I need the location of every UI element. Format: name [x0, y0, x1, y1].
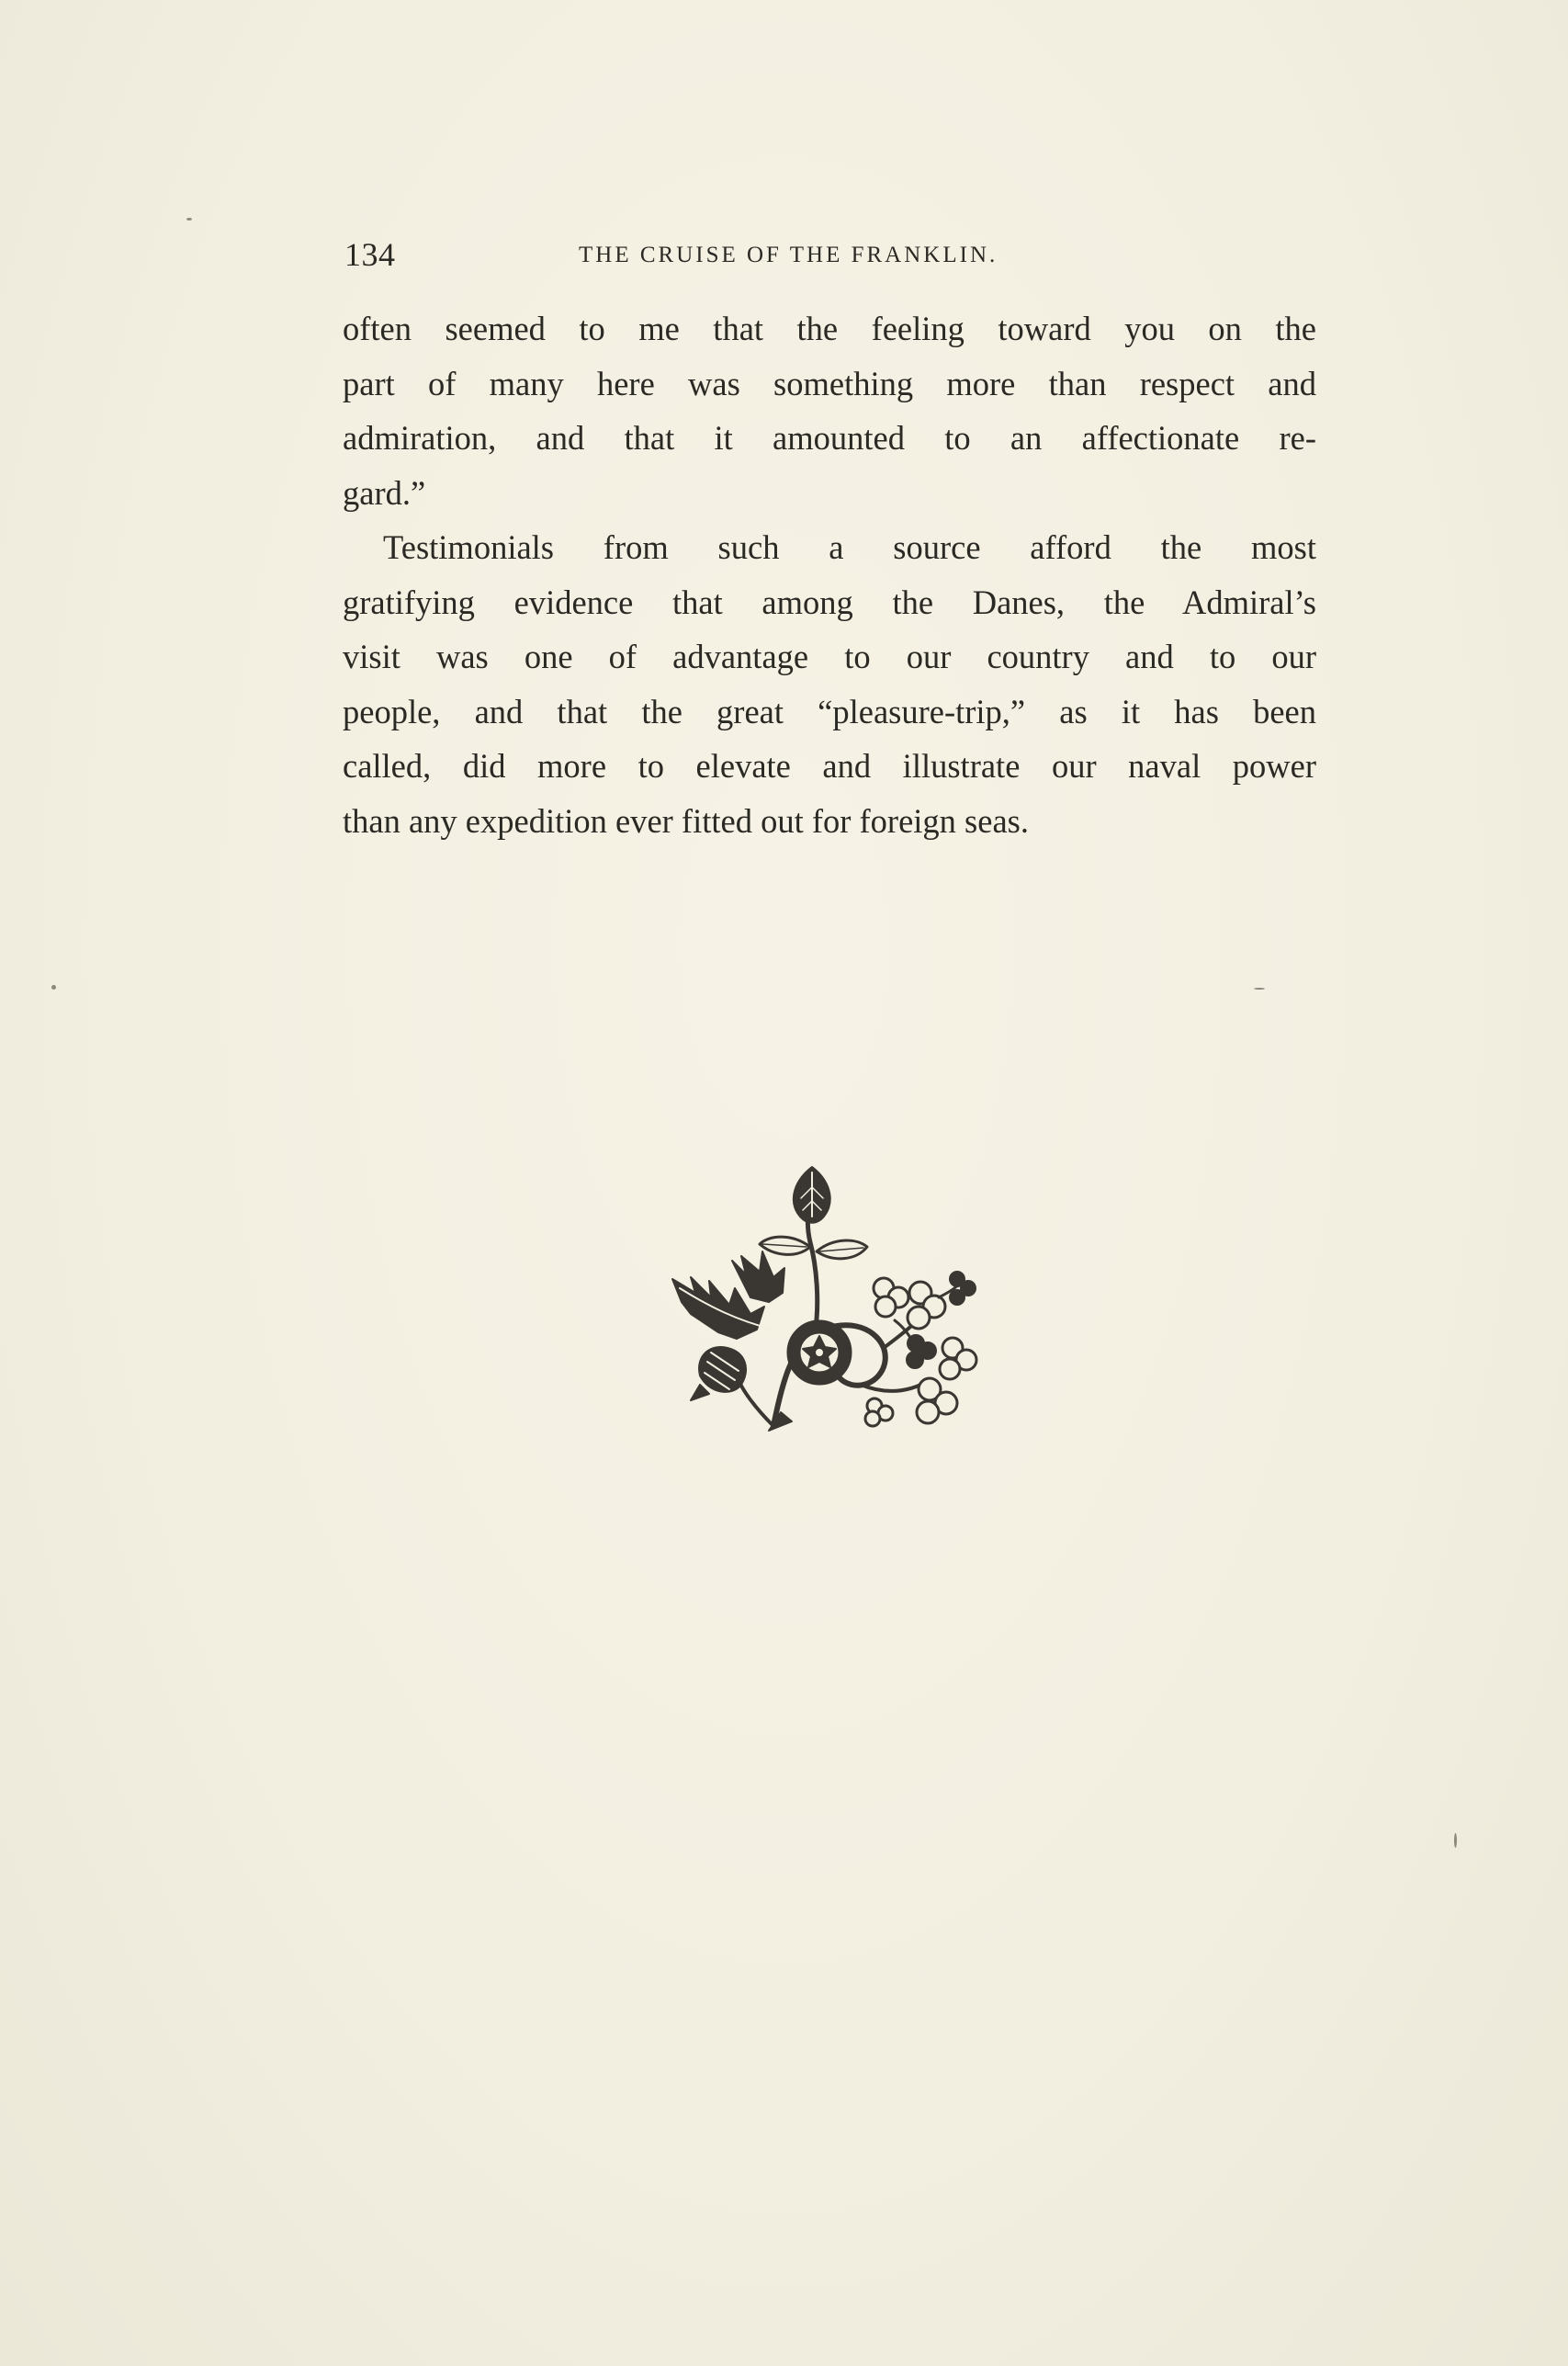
text-line: admiration, and that it amounted to an affectionate re- [343, 419, 1316, 457]
text-line: people, and that the great “pleasure-trip,” as it has been [343, 692, 1316, 730]
text-line: part of many here was something more than respect and [343, 364, 1316, 402]
running-head [344, 232, 1089, 277]
paper-speck [186, 218, 192, 221]
paragraph [343, 301, 1316, 520]
body-text [343, 301, 1316, 848]
text-line: Testimonials from such a source afford the most [383, 528, 1316, 566]
text-line: gratifying evidence that among the Danes, the Admiral’s [343, 583, 1316, 621]
text-line: called, did more to elevate and illustrate our naval power [343, 747, 1316, 785]
paper-speck [1254, 988, 1265, 990]
text-line: visit was one of advantage to our country and to our [343, 638, 1316, 675]
text-line: than any expedition ever fitted out for foreign seas. [343, 801, 1029, 840]
floral-vignette-svg [654, 1160, 985, 1435]
paragraph [343, 520, 1316, 848]
running-title: THE CRUISE OF THE FRANKLIN. [579, 243, 998, 267]
paper-speck [51, 985, 56, 990]
floral-vignette-icon [654, 1160, 985, 1435]
page-number: 134 [344, 236, 396, 273]
text-line: often seemed to me that the feeling toward you on the [343, 310, 1316, 347]
paper-speck [1454, 1833, 1457, 1848]
text-line: gard.” [343, 473, 426, 512]
